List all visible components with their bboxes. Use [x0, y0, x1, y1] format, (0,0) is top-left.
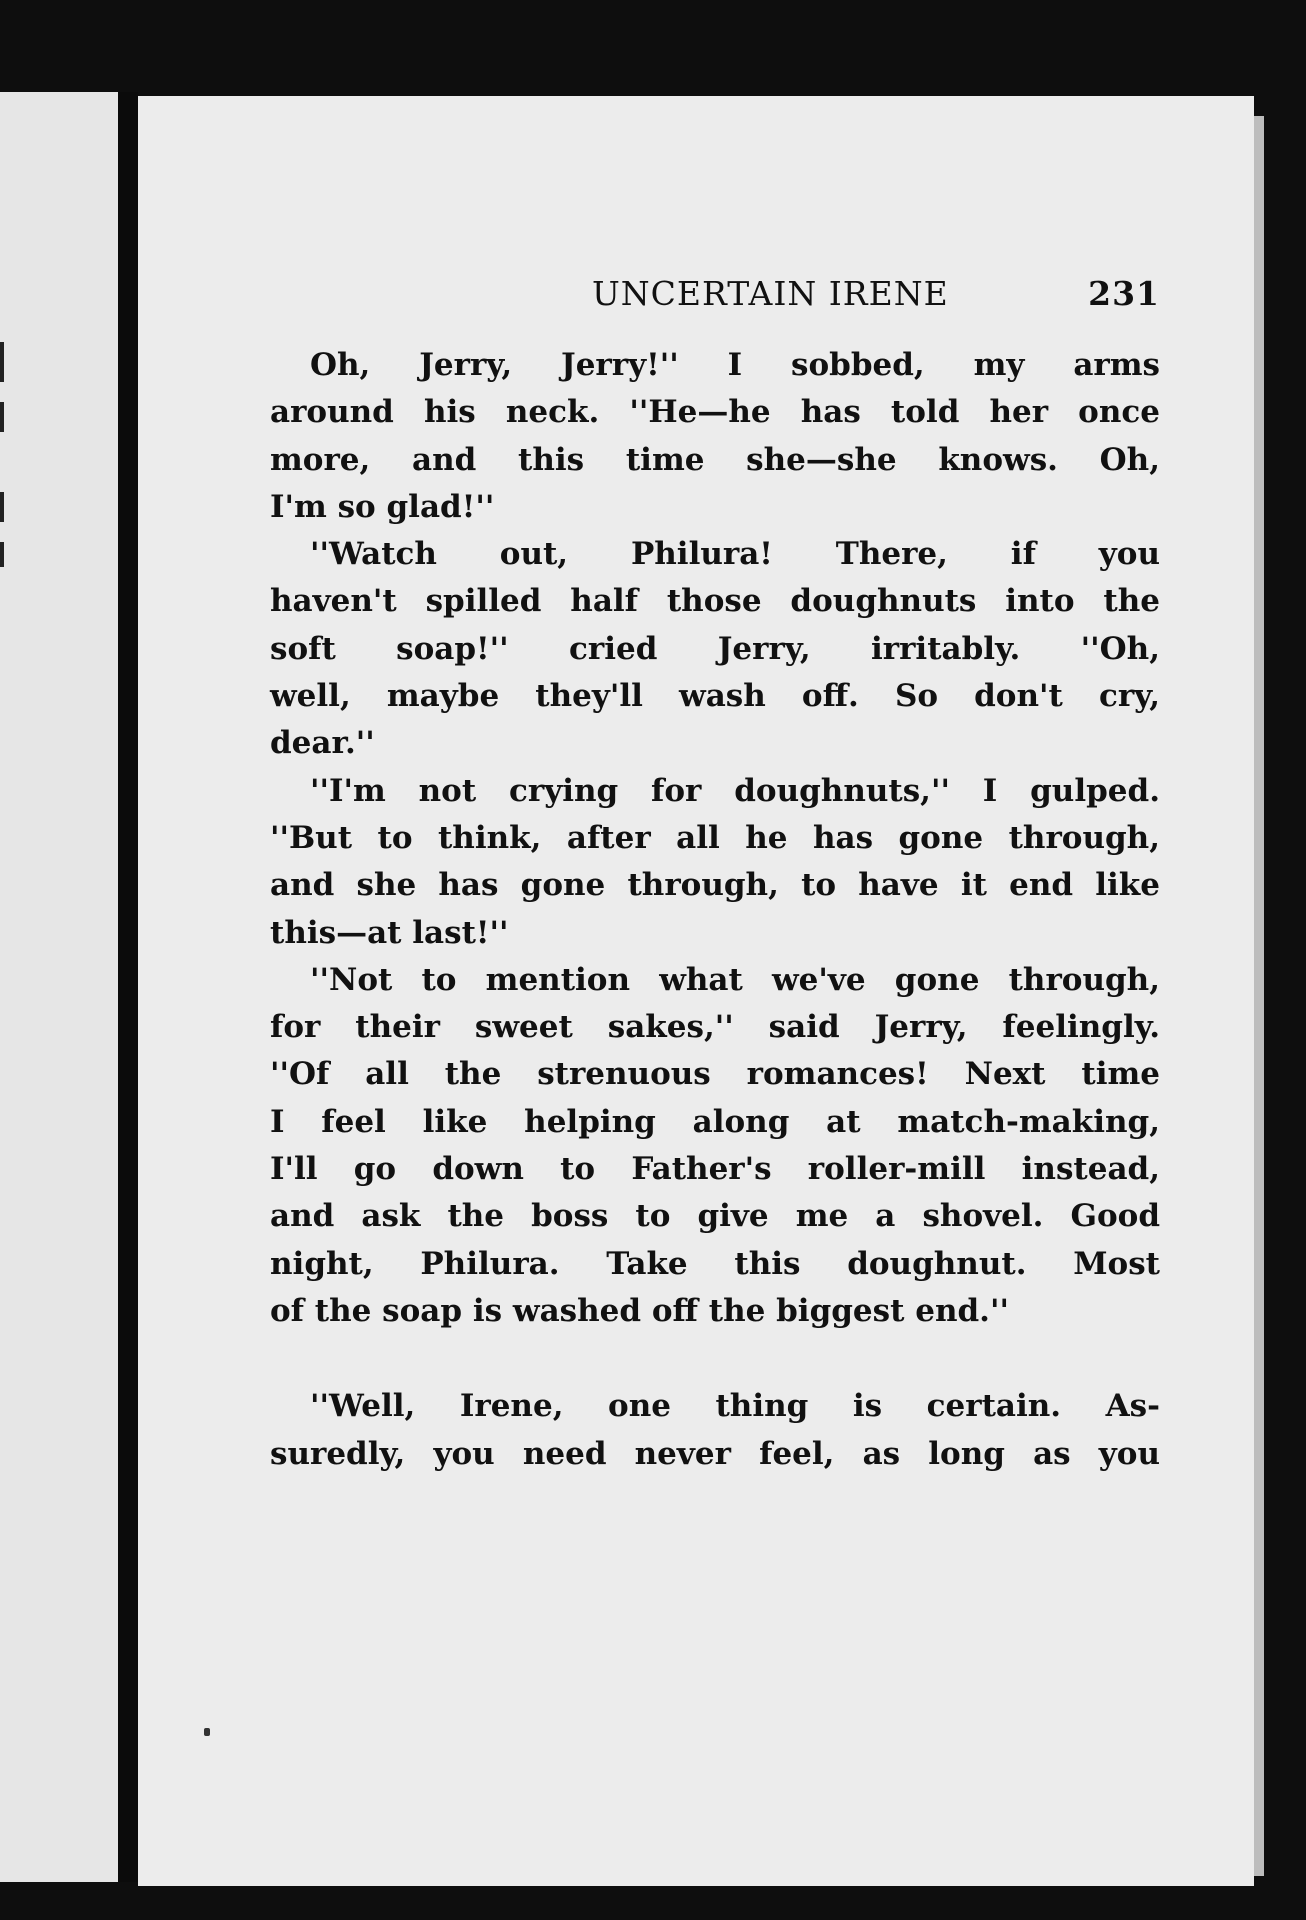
page-edge	[1254, 116, 1264, 1876]
text-line: ''I'm not crying for doughnuts,'' I gulped.	[310, 772, 1160, 809]
previous-page-edge	[0, 92, 122, 1882]
paragraph	[270, 957, 1160, 1335]
text-line: of the soap is washed off the biggest end.''	[270, 1292, 1009, 1329]
text-line: I'll go down to Father's roller-mill instead,	[270, 1151, 1160, 1188]
text-line: and ask the boss to give me a shovel. Good	[270, 1198, 1160, 1235]
text-line: I feel like helping along at match-making,	[270, 1103, 1160, 1140]
book-page	[138, 96, 1254, 1886]
body-text	[270, 342, 1160, 1478]
text-line: well, maybe they'll wash off. So don't cry,	[270, 678, 1160, 715]
book-gutter	[118, 92, 138, 1882]
text-line: ''But to think, after all he has gone through,	[270, 819, 1160, 856]
text-line: ''Of all the strenuous romances! Next time	[270, 1056, 1160, 1093]
text-line: more, and this time she—she knows. Oh,	[270, 441, 1160, 478]
text-line: soft soap!'' cried Jerry, irritably. ''Oh,	[270, 630, 1160, 667]
paragraph	[270, 768, 1160, 957]
text-line: night, Philura. Take this doughnut. Most	[270, 1245, 1160, 1282]
text-line: ''Well, Irene, one thing is certain. As-	[310, 1388, 1160, 1425]
text-line: and she has gone through, to have it end like	[270, 867, 1160, 904]
section-break	[270, 1335, 1160, 1383]
text-line: dear.''	[270, 725, 375, 762]
text-line: ''Not to mention what we've gone through,	[310, 961, 1160, 998]
text-line: around his neck. ''He—he has told her once	[270, 394, 1160, 431]
page-number: 231	[1088, 274, 1160, 313]
text-line: this—at last!''	[270, 914, 509, 951]
text-line: haven't spilled half those doughnuts into the	[270, 583, 1160, 620]
paragraph	[270, 1383, 1160, 1478]
text-line: suredly, you need never feel, as long as you	[270, 1435, 1160, 1472]
paragraph	[270, 342, 1160, 531]
paragraph	[270, 531, 1160, 767]
running-title: UNCERTAIN IRENE	[592, 274, 949, 313]
text-line: for their sweet sakes,'' said Jerry, feelingly.	[270, 1009, 1160, 1046]
text-line: I'm so glad!''	[270, 488, 495, 525]
scan-speck	[204, 1728, 210, 1736]
text-line: ''Watch out, Philura! There, if you	[310, 536, 1160, 573]
running-head	[270, 274, 1160, 326]
text-line: Oh, Jerry, Jerry!'' I sobbed, my arms	[310, 347, 1160, 383]
